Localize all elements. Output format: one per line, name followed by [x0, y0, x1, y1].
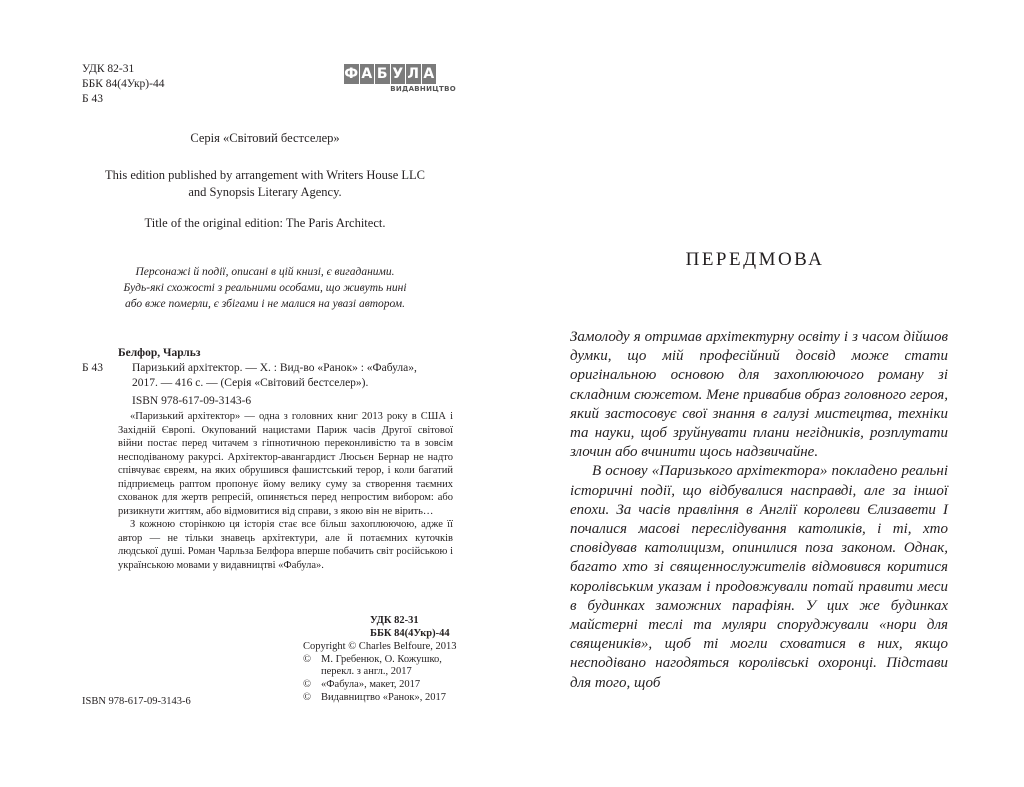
disclaimer: [83, 264, 447, 312]
annotation-paragraph: З кожною сторінкою ця історія стає все більш захоплюючою, адже її автор — не тільки знавець архітектури, але й потаємних куточків людської душі. Роман Чарльза Белфора вперше побачить світ російською і українською мовами у видавництві «Фабула».: [118, 519, 453, 571]
logo-letter: Л: [407, 66, 420, 82]
copyright-block: [303, 641, 457, 705]
classification-codes: [82, 62, 164, 107]
annotation: [118, 410, 453, 572]
logo-letter: А: [361, 66, 373, 82]
copyright-text: «Фабула», макет, 2017: [321, 679, 421, 691]
bbk-code: ББК 84(4Укр)-44: [82, 78, 165, 90]
author-mark: Б 43: [82, 93, 103, 105]
preface-paragraph: Замолоду я отримав архітектурну освіту і з часом дійшов думки, що мій професійний досвід може стати оригінальною основою для захоплюючого роману зі складним сюжетом. Мене привабив образ головного героя, який застосовує свої знання в галузі мистецтва, техніки та науки, щоб зруйнувати плани негідників, розплутати злочин або вчинити щось надзвичайне.: [570, 329, 948, 461]
logo-letter: Б: [376, 66, 388, 82]
disclaimer-line: Будь-які схожості з реальними особами, що живуть нині: [123, 282, 407, 294]
bib-desc-line: Паризький архітектор. — Х. : Вид-во «Ранок» : «Фабула»,: [132, 362, 417, 374]
edition-line: and Synopsis Literary Agency.: [188, 185, 342, 199]
copyright-text: Видавництво «Ранок», 2017: [321, 691, 447, 703]
series-line: Серія «Світовий бестселер»: [190, 131, 340, 145]
bib-desc-line: 2017. — 416 с. — (Серія «Світовий бестселер»).: [132, 377, 369, 389]
bib-code: Б 43: [82, 362, 103, 374]
logo-letter: А: [423, 66, 435, 82]
logo-letters: [344, 64, 456, 84]
disclaimer-line: Персонажі й події, описані в цій книзі, є вигаданими.: [135, 266, 395, 278]
copyright-row: © «Фабула», макет, 2017: [303, 679, 421, 691]
logo-letter: У: [392, 66, 404, 82]
edition-line: This edition published by arrangement with Writers House LLC: [104, 168, 426, 182]
bbk-code-bottom: ББК 84(4Укр)-44: [370, 628, 450, 639]
original-title: Title of the original edition: The Paris Architect.: [144, 216, 386, 230]
logo-subtitle: ВИДАВНИЦТВО: [390, 85, 456, 93]
preface-body: [570, 328, 948, 693]
copyright-row: © Видавництво «Ранок», 2017: [303, 691, 447, 703]
preface-paragraph: В основу «Паризького архітектора» покладено реальні історичні події, що відбувалися насправді, але за іншої епохи. За часів правління в Англії королеви Єлизавети I почалися масові переслідування католиків, і ті, хто сповідував католицизм, опинилися поза законом. Однак, багато хто зі священнослужителів відмовився коритися королівським указам і продовжували потай правити меси в будинках заможних парафіян. У цих же будинках майстерні теслі та муляри споруджували «нори для священиків», щоб ті могли сховатися в них, якщо несподівано нагодяться королівські охоронці. Підстави для того, щоб: [570, 463, 948, 691]
copyright-text: перекл. з англ., 2017: [321, 666, 412, 678]
edition-notice: [83, 167, 447, 201]
copyright-row: © М. Гребенюк, О. Кожушко,: [303, 653, 442, 665]
bib-isbn: ISBN 978-617-09-3143-6: [132, 395, 252, 407]
copyright-row: [303, 641, 457, 654]
bib-author: Белфор, Чарльз: [118, 347, 201, 359]
copyright-row: [303, 666, 457, 679]
disclaimer-line: або вже померли, є збігами і не малися на увазі автором.: [124, 298, 406, 310]
logo-letter: Ф: [344, 66, 359, 82]
bib-description: [132, 361, 462, 391]
udk-code: УДК 82-31: [82, 63, 135, 75]
chapter-heading: ПЕРЕДМОВА: [685, 249, 825, 270]
copyright-text: Copyright © Charles Belfoure, 2013: [303, 641, 457, 652]
copyright-text: М. Гребенюк, О. Кожушко,: [321, 653, 442, 665]
isbn-bottom: ISBN 978-617-09-3143-6: [82, 696, 191, 707]
publisher-logo: [344, 64, 456, 93]
annotation-paragraph: «Паризький архітектор» — одна з головних книг 2013 року в США і Західній Європі. Окупований нацистами Париж часів Другої світової війни постає перед читачем з гіпнотичною переконливістю та в зовсім несподіваному ракурсі. Архітектор-авангардист Люсьєн Бернар не надто співчуває євреям, на яких обрушився фашистський терор, і коли багатий підприємець раптом пропонує йому велику суму за створення таємних схованок для жертв репресій, опиняється перед непростим вибором: або ризикнути життям, або відмовитися від справи, з якою він не вірить…: [118, 411, 453, 517]
bottom-codes: [370, 614, 450, 640]
udk-code-bottom: УДК 82-31: [370, 615, 419, 626]
